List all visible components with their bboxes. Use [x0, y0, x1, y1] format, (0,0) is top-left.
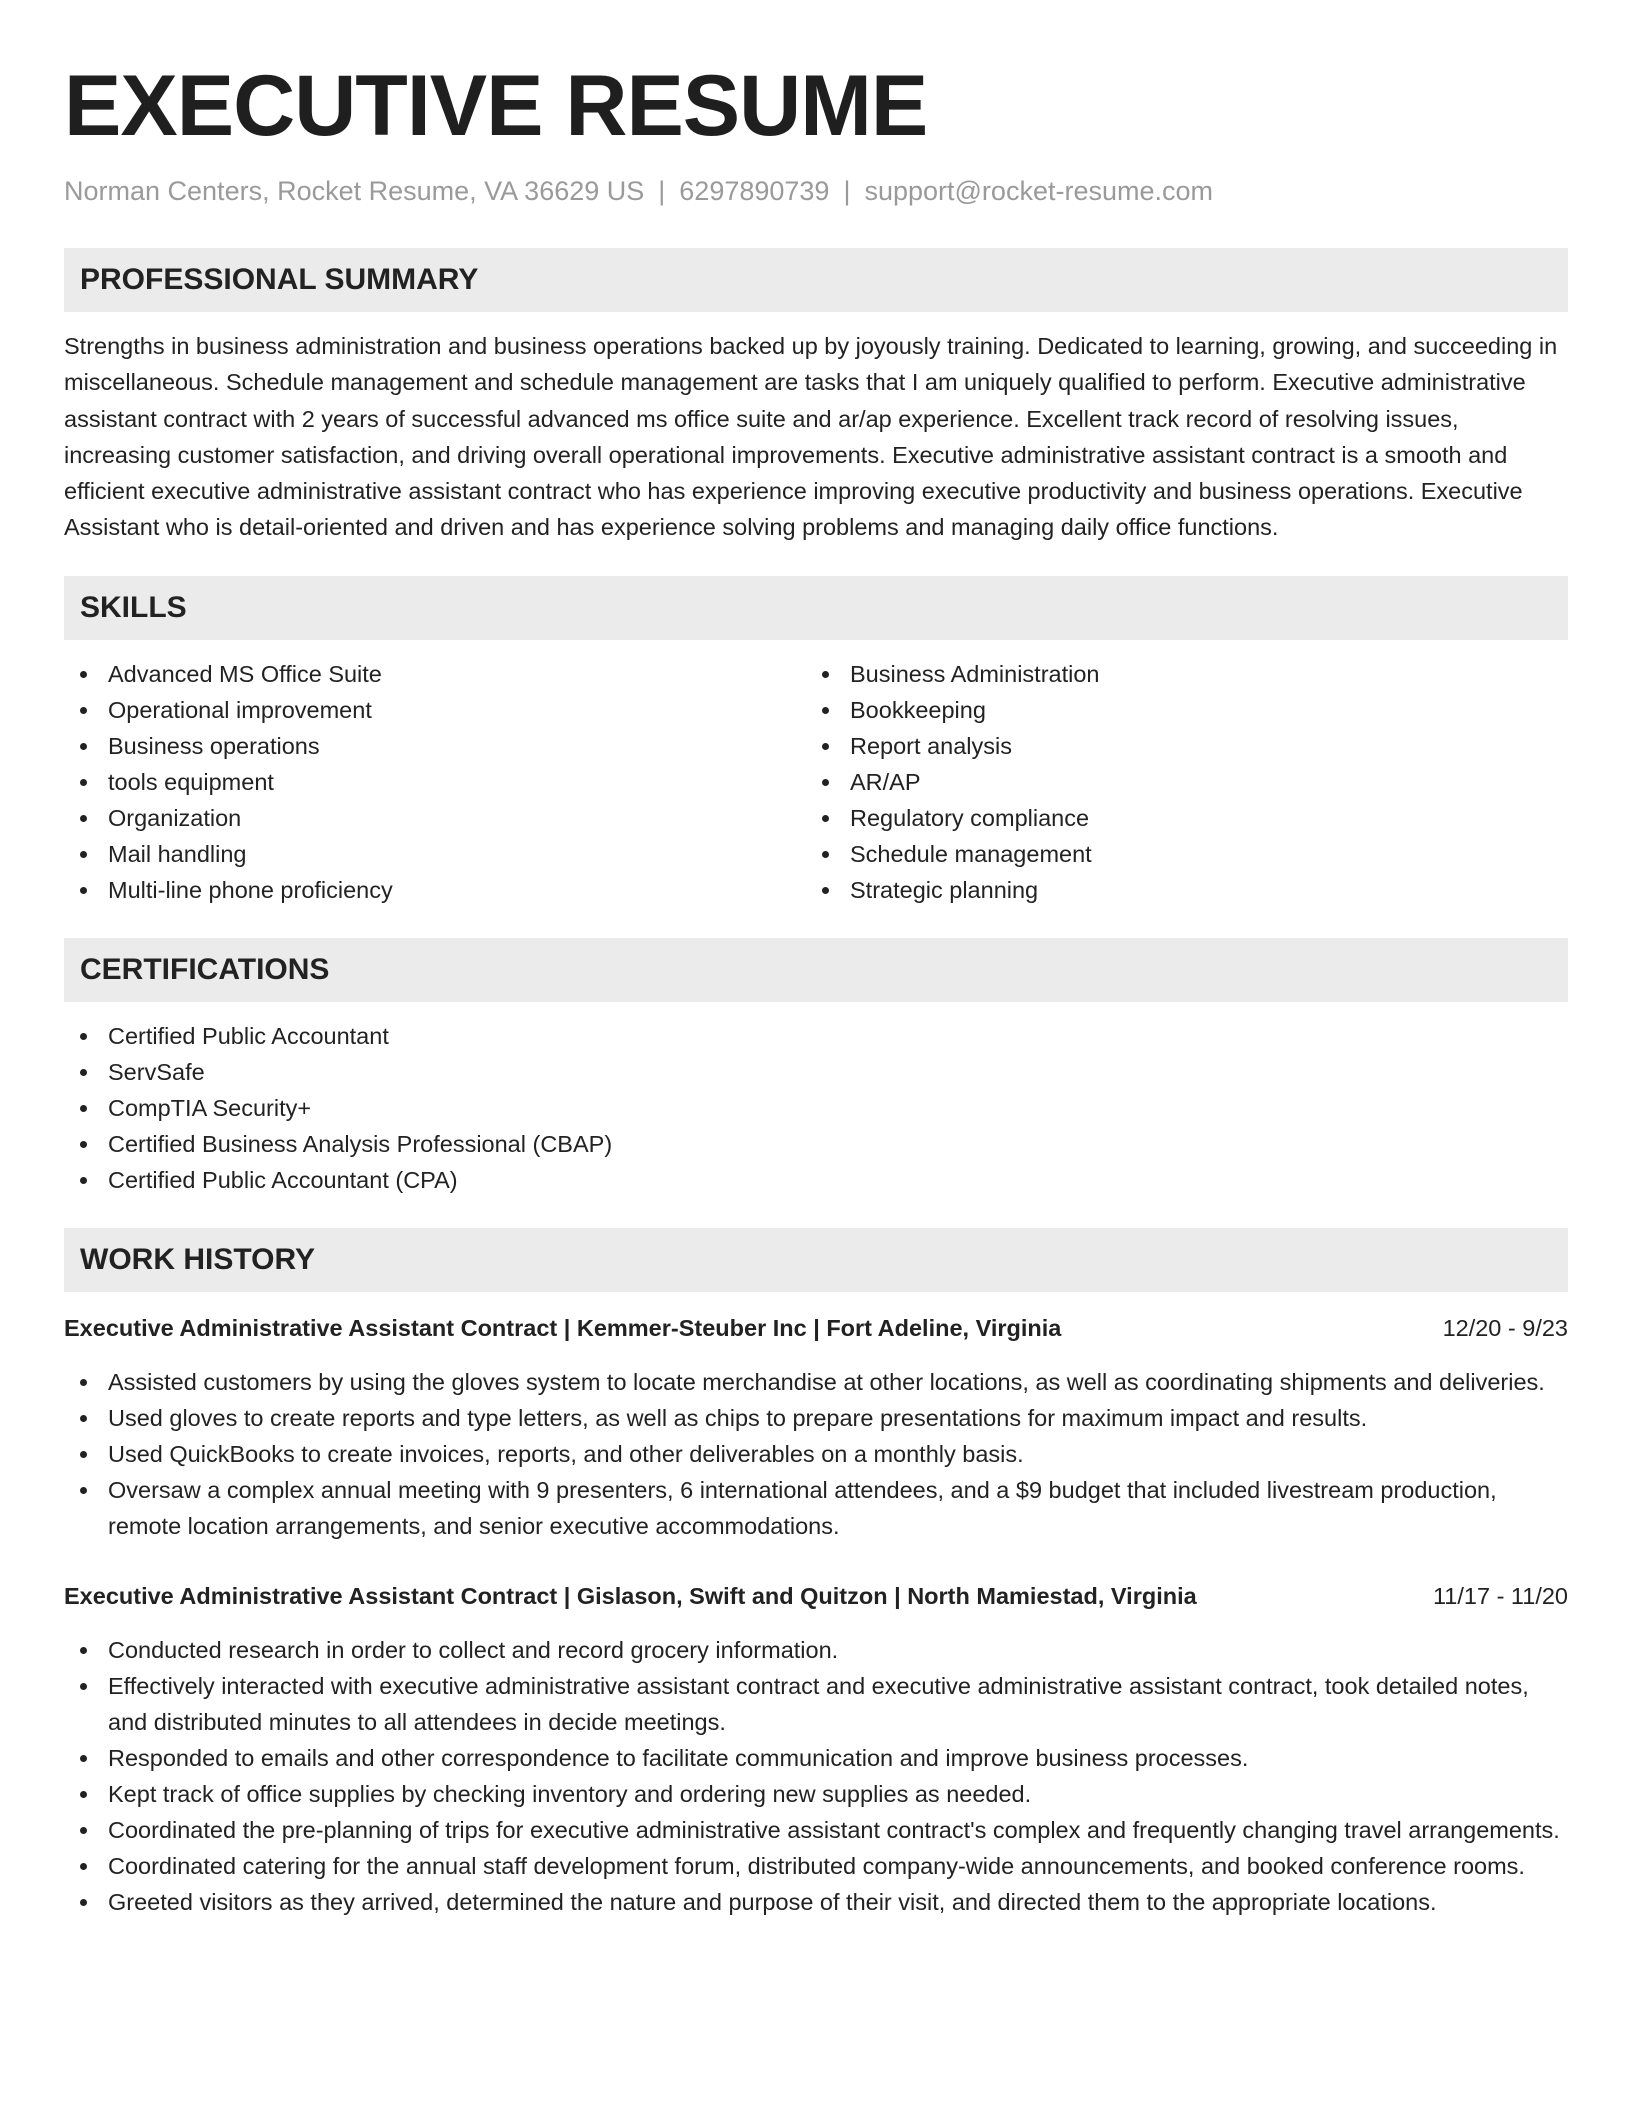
- contact-phone: 6297890739: [679, 176, 830, 206]
- list-item: ServSafe: [64, 1054, 1568, 1090]
- bullet-icon: [80, 1141, 87, 1148]
- list-item: Business Administration: [806, 656, 1548, 692]
- section-title-skills: SKILLS: [64, 576, 1568, 640]
- job-entry: [64, 1578, 1568, 1920]
- bullet-icon: [80, 779, 87, 786]
- job-header: [64, 1578, 1568, 1614]
- list-item: Greeted visitors as they arrived, determined the nature and purpose of their visit, and directed them to the appropriate locations.: [64, 1884, 1568, 1920]
- bullet-icon: [80, 815, 87, 822]
- list-item: Assisted customers by using the gloves system to locate merchandise at other locations, as well as coordinating shipments and deliveries.: [64, 1364, 1568, 1400]
- list-item: Organization: [64, 800, 806, 836]
- bullet-icon: [80, 887, 87, 894]
- list-item: Responded to emails and other correspondence to facilitate communication and improve business processes.: [64, 1740, 1568, 1776]
- bullet-icon: [80, 1487, 87, 1494]
- contact-address: Norman Centers, Rocket Resume, VA 36629 US: [64, 176, 645, 206]
- skills-list-right: [806, 656, 1548, 908]
- bullet-icon: [822, 851, 829, 858]
- bullet-icon: [80, 1683, 87, 1690]
- list-item: Effectively interacted with executive administrative assistant contract and executive administrative assistant contract, took detailed notes, and distributed minutes to all attendees in decide meetings.: [64, 1668, 1568, 1740]
- bullet-icon: [80, 1033, 87, 1040]
- list-item: Strategic planning: [806, 872, 1548, 908]
- job-bullets: [64, 1632, 1568, 1920]
- bullet-icon: [80, 1791, 87, 1798]
- list-item: Mail handling: [64, 836, 806, 872]
- bullet-icon: [80, 1105, 87, 1112]
- job-header: [64, 1310, 1568, 1346]
- bullet-icon: [80, 1827, 87, 1834]
- list-item: Oversaw a complex annual meeting with 9 presenters, 6 international attendees, and a $9 budget that included livestream production, remote location arrangements, and senior executive accommodations.: [64, 1472, 1568, 1544]
- job-heading: Executive Administrative Assistant Contract | Kemmer-Steuber Inc | Fort Adeline, Virginia: [64, 1314, 1062, 1341]
- bullet-icon: [80, 1863, 87, 1870]
- list-item: Certified Business Analysis Professional (CBAP): [64, 1126, 1568, 1162]
- bullet-icon: [822, 779, 829, 786]
- summary-text: Strengths in business administration and business operations backed up by joyously training. Dedicated to learning, growing, and succeeding in miscellaneous. Schedule management and schedule management are tasks that I am uniquely qualified to perform. Executive administrative assistant contract with 2 years of successful advanced ms office suite and ar/ap experience. Excellent track record of resolving issues, increasing customer satisfaction, and driving overall operational improvements. Executive administrative assistant contract is a smooth and efficient executive administrative assistant contract who has experience improving executive productivity and business operations. Executive Assistant who is detail-oriented and driven and has experience solving problems and managing daily office functions.: [64, 333, 1558, 541]
- bullet-icon: [80, 743, 87, 750]
- contact-separator: |: [658, 176, 666, 206]
- list-item: Operational improvement: [64, 692, 806, 728]
- job-dates: 11/17 - 11/20: [1432, 1582, 1568, 1609]
- job-heading: Executive Administrative Assistant Contract | Gislason, Swift and Quitzon | North Mamiestad, Virginia: [64, 1582, 1197, 1609]
- list-item: AR/AP: [806, 764, 1548, 800]
- list-item: Report analysis: [806, 728, 1548, 764]
- job-entry: [64, 1310, 1568, 1544]
- section-title-certifications: CERTIFICATIONS: [64, 938, 1568, 1002]
- list-item: tools equipment: [64, 764, 806, 800]
- job-bullets: [64, 1364, 1568, 1544]
- bullet-icon: [80, 1755, 87, 1762]
- contact-email: support@rocket-resume.com: [864, 176, 1213, 206]
- section-title-summary: PROFESSIONAL SUMMARY: [64, 248, 1568, 312]
- bullet-icon: [80, 1177, 87, 1184]
- bullet-icon: [80, 851, 87, 858]
- section-title-work-history: WORK HISTORY: [64, 1228, 1568, 1292]
- bullet-icon: [822, 815, 829, 822]
- list-item: Used gloves to create reports and type letters, as well as chips to prepare presentations for maximum impact and results.: [64, 1400, 1568, 1436]
- certifications-list: [64, 1018, 1568, 1198]
- bullet-icon: [80, 1069, 87, 1076]
- bullet-icon: [80, 707, 87, 714]
- list-item: Kept track of office supplies by checking inventory and ordering new supplies as needed.: [64, 1776, 1568, 1812]
- list-item: Bookkeeping: [806, 692, 1548, 728]
- bullet-icon: [822, 743, 829, 750]
- list-item: Regulatory compliance: [806, 800, 1548, 836]
- list-item: Coordinated the pre-planning of trips for executive administrative assistant contract's complex and frequently changing travel arrangements.: [64, 1812, 1568, 1848]
- list-item: Business operations: [64, 728, 806, 764]
- bullet-icon: [822, 887, 829, 894]
- resume-title: EXECUTIVE RESUME: [64, 58, 928, 154]
- list-item: Advanced MS Office Suite: [64, 656, 806, 692]
- bullet-icon: [822, 707, 829, 714]
- list-item: Certified Public Accountant: [64, 1018, 1568, 1054]
- contact-separator: |: [843, 176, 851, 206]
- bullet-icon: [80, 1451, 87, 1458]
- list-item: Conducted research in order to collect and record grocery information.: [64, 1632, 1568, 1668]
- contact-line: [64, 174, 1568, 208]
- skills-grid: [64, 656, 1568, 908]
- list-item: Schedule management: [806, 836, 1548, 872]
- resume-page: [64, 0, 1568, 1920]
- bullet-icon: [822, 671, 829, 678]
- list-item: Used QuickBooks to create invoices, reports, and other deliverables on a monthly basis.: [64, 1436, 1568, 1472]
- bullet-icon: [80, 1415, 87, 1422]
- job-dates: 12/20 - 9/23: [1442, 1314, 1568, 1341]
- skills-list-left: [64, 656, 806, 908]
- bullet-icon: [80, 1647, 87, 1654]
- bullet-icon: [80, 671, 87, 678]
- list-item: CompTIA Security+: [64, 1090, 1568, 1126]
- bullet-icon: [80, 1379, 87, 1386]
- list-item: Coordinated catering for the annual staff development forum, distributed company-wide announcements, and booked conference rooms.: [64, 1848, 1568, 1884]
- list-item: Multi-line phone proficiency: [64, 872, 806, 908]
- list-item: Certified Public Accountant (CPA): [64, 1162, 1568, 1198]
- bullet-icon: [80, 1899, 87, 1906]
